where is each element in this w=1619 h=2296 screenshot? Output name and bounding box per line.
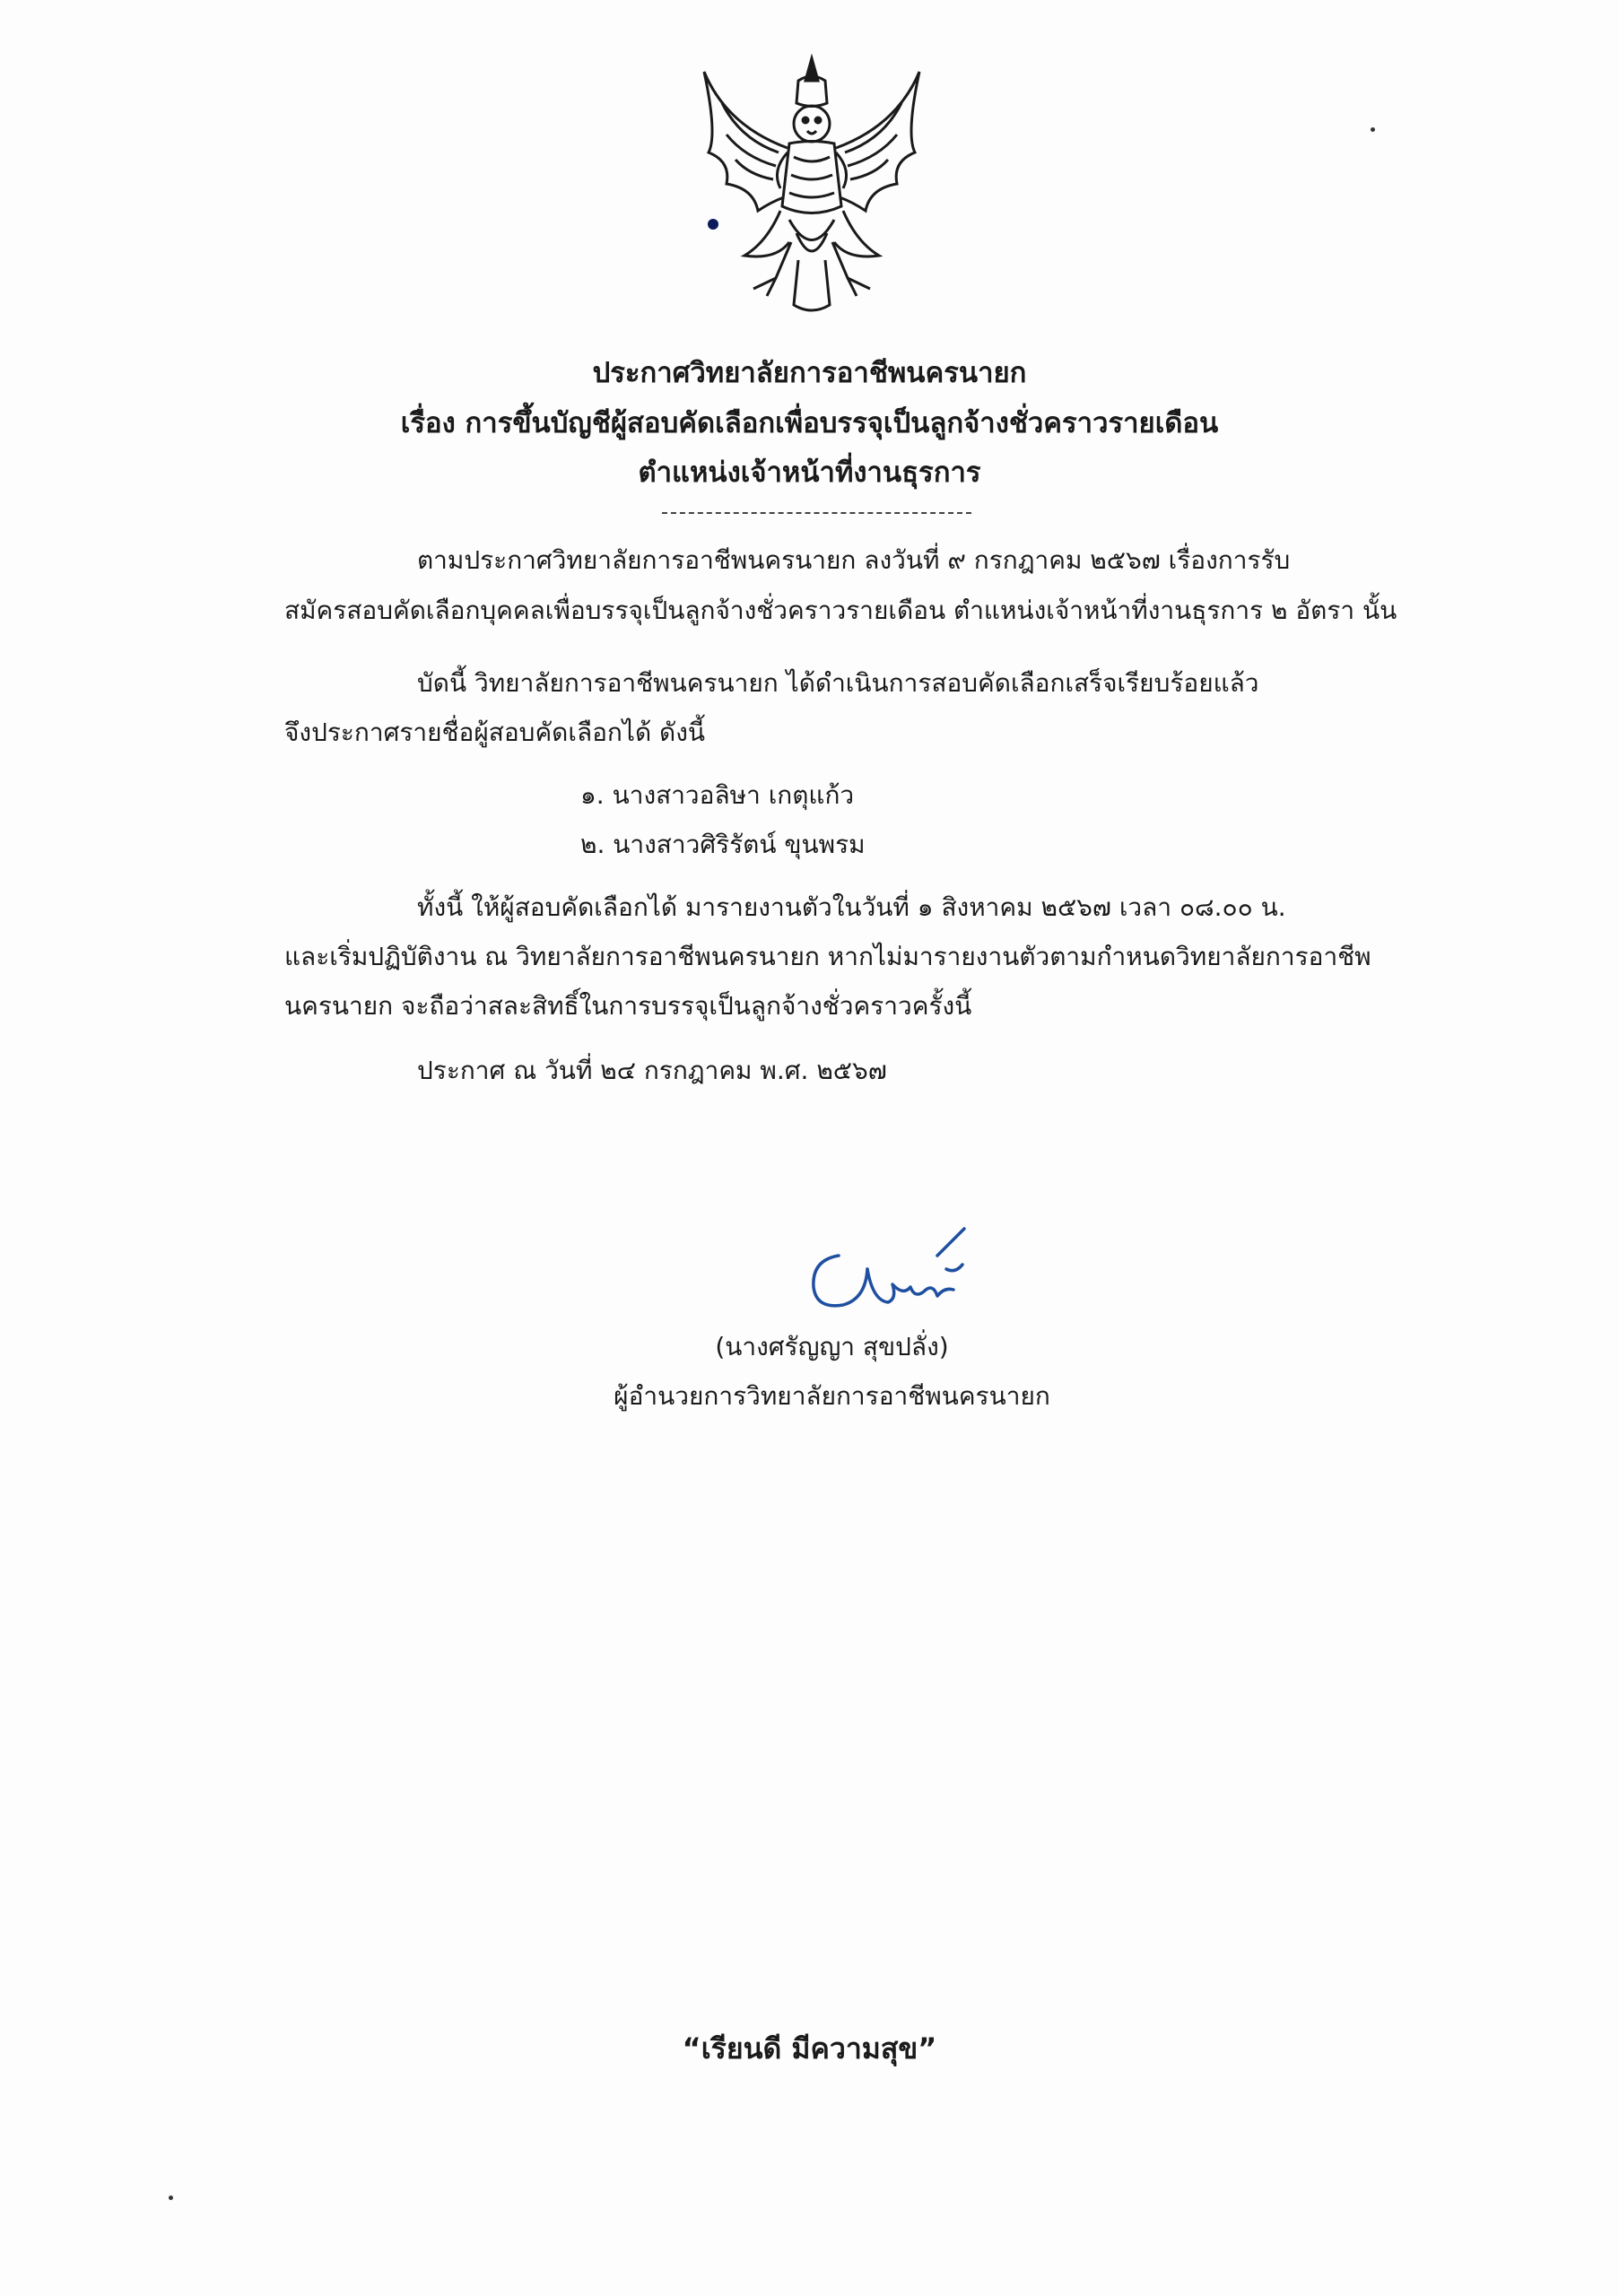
announcement-subject: เรื่อง การขึ้นบัญชีผู้สอบคัดเลือกเพื่อบรรจุเป็นลูกจ้างชั่วคราวรายเดือน xyxy=(400,407,1219,439)
paragraph-1-line-2: สมัครสอบคัดเลือกบุคคลเพื่อบรรจุเป็นลูกจ้างชั่วคราวรายเดือน ตำแหน่งเจ้าหน้าที่งานธุรการ ๒ อัตรา นั้น xyxy=(284,596,1397,625)
signatory-position: ผู้อำนวยการวิทยาลัยการอาชีพนครนายก xyxy=(614,1381,1050,1411)
scan-speck xyxy=(1371,127,1375,132)
college-motto: “เรียนดี มีความสุข” xyxy=(682,2031,937,2066)
paragraph-3-line-2: และเริ่มปฏิบัติงาน ณ วิทยาลัยการอาชีพนครนายก หากไม่มารายงานตัวตามกำหนดวิทยาลัยการอาชีพ xyxy=(284,942,1371,971)
paragraph-2-line-1: บัดนี้ วิทยาลัยการอาชีพนครนายก ได้ดำเนินการสอบคัดเลือกเสร็จเรียบร้อยแล้ว xyxy=(417,668,1259,698)
announcement-title: ประกาศวิทยาลัยการอาชีพนครนายก xyxy=(592,357,1027,389)
list-item: ๑. นางสาวอลิษา เกตุแก้ว xyxy=(580,780,855,810)
header-divider xyxy=(662,512,971,514)
list-item: ๒. นางสาวศิริรัตน์ ขุนพรม xyxy=(580,830,866,859)
paragraph-3-line-3: นครนายก จะถือว่าสละสิทธิ์ในการบรรจุเป็นลูกจ้างชั่วคราวครั้งนี้ xyxy=(284,991,972,1021)
paragraph-3-line-1: ทั้งนี้ ให้ผู้สอบคัดเลือกได้ มารายงานตัวในวันที่ ๑ สิงหาคม ๒๕๖๗ เวลา ๐๘.๐๐ น. xyxy=(417,892,1286,922)
signature-mark xyxy=(803,1220,991,1327)
announcement-position: ตำแหน่งเจ้าหน้าที่งานธุรการ xyxy=(638,457,981,489)
signatory-name: (นางศรัญญา สุขปลั่ง) xyxy=(715,1332,949,1361)
scan-speck xyxy=(169,2196,173,2200)
paragraph-1-line-1: ตามประกาศวิทยาลัยการอาชีพนครนายก ลงวันที่ ๙ กรกฎาคม ๒๕๖๗ เรื่องการรับ xyxy=(417,545,1291,575)
announcement-date: ประกาศ ณ วันที่ ๒๔ กรกฎาคม พ.ศ. ๒๕๖๗ xyxy=(417,1056,887,1085)
garuda-emblem-icon xyxy=(691,54,933,323)
paragraph-2-line-2: จึงประกาศรายชื่อผู้สอบคัดเลือกได้ ดังนี้ xyxy=(284,718,706,747)
